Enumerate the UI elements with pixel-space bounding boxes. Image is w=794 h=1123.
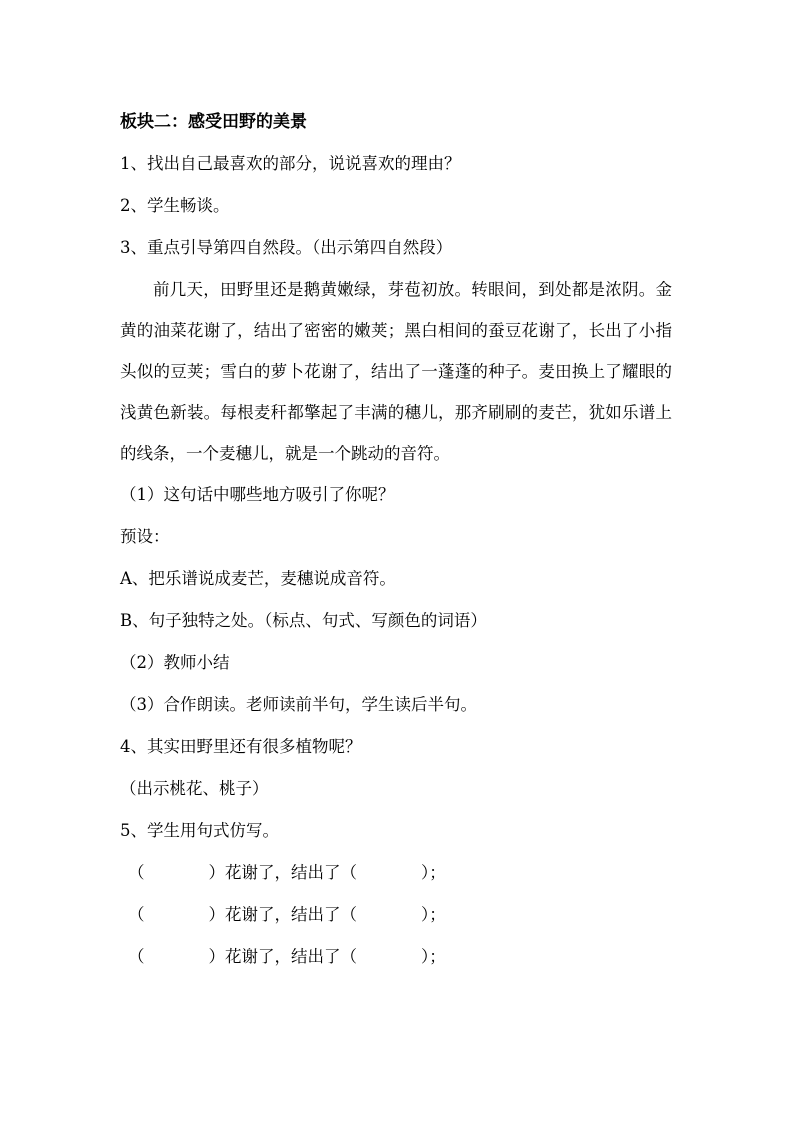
fill-middle-text: ）花谢了，结出了（: [208, 947, 357, 966]
fill-end-text: ）；: [421, 947, 446, 966]
fill-open-paren: （: [128, 947, 145, 966]
fill-in-row: [120, 852, 672, 894]
step-4: 4、其实田野里还有很多植物呢？: [120, 737, 362, 756]
fill-end-text: ）；: [421, 905, 446, 924]
fill-end-text: ）；: [421, 863, 446, 882]
preset-b: B、句子独特之处。（标点、句式、写颜色的词语）: [120, 611, 487, 630]
passage-paragraph: 前几天，田野里还是鹅黄嫩绿，芽苞初放。转眼间，到处都是浓阴。金黄的油菜花谢了，结出了密密的嫩荚；黑白相间的蚕豆花谢了，长出了小指头似的豆荚；雪白的萝卜花谢了，结出了一蓬蓬的种子。麦田换上了耀眼的浅黄色新装。每根麦秆都擎起了丰满的穗儿，那齐刷刷的麦芒，犹如乐谱上的线条，一个麦穗儿，就是一个跳动的音符。: [120, 280, 672, 463]
section-title: 板块二：感受田野的美景: [120, 112, 307, 132]
question-3: （3）合作朗读。老师读前半句，学生读后半句。: [120, 695, 477, 714]
step-1: 1、找出自己最喜欢的部分，说说喜欢的理由？: [120, 154, 461, 173]
preset-a: A、把乐谱说成麦芒，麦穗说成音符。: [120, 569, 396, 588]
fill-open-paren: （: [128, 863, 145, 882]
step-2: 2、学生畅谈。: [120, 196, 230, 215]
question-2: （2）教师小结: [120, 653, 230, 672]
step-3: 3、重点引导第四自然段。（出示第四自然段）: [120, 238, 453, 257]
fill-middle-text: ）花谢了，结出了（: [208, 905, 357, 924]
show-peach: （出示桃花、桃子）: [120, 779, 269, 798]
step-5: 5、学生用句式仿写。: [120, 821, 279, 840]
fill-in-row: [120, 936, 672, 978]
fill-in-row: [120, 894, 672, 936]
question-1: （1）这句话中哪些地方吸引了你呢？: [120, 485, 395, 504]
fill-middle-text: ）花谢了，结出了（: [208, 863, 357, 882]
preset-label: 预设：: [120, 527, 170, 546]
fill-open-paren: （: [128, 905, 145, 924]
document-content: [120, 101, 672, 978]
